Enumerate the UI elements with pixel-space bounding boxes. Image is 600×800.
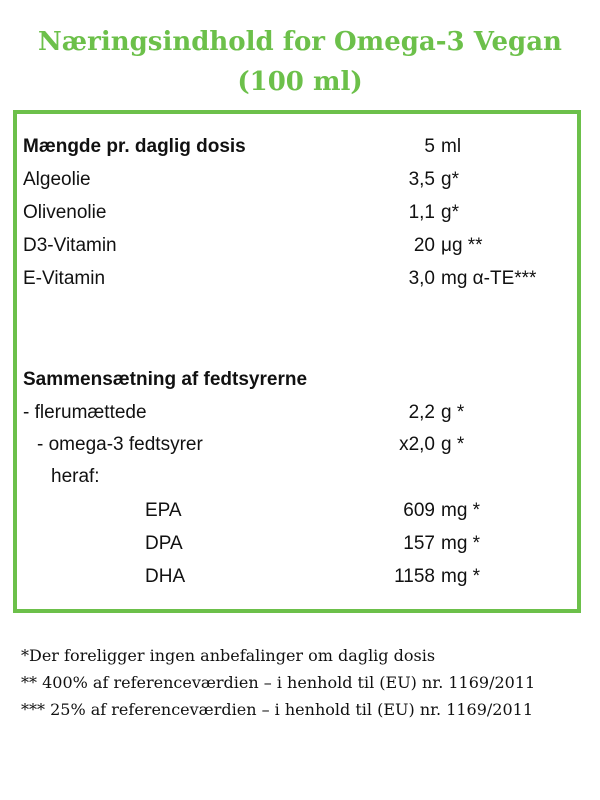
composition-row-epa: [17, 495, 577, 527]
footnotes: [21, 642, 581, 723]
row-value: 2,2: [408, 402, 435, 423]
row-unit: g *: [441, 434, 465, 455]
dose-row-d3-vitamin: [17, 230, 577, 262]
composition-row-flerumaettede: [17, 397, 577, 429]
row-unit: g *: [441, 402, 465, 423]
row-label: Mængde pr. daglig dosis: [23, 136, 246, 157]
row-unit: g*: [441, 169, 459, 190]
row-unit: mg *: [441, 500, 481, 521]
dose-row-amount: [17, 131, 577, 163]
row-value: 1158: [394, 566, 435, 587]
footnote-1: *Der foreligger ingen anbefalinger om daglig dosis: [21, 646, 436, 665]
composition-row-omega3: [17, 429, 577, 461]
row-value: 20: [413, 235, 435, 256]
section-heading: Sammensætning af fedtsyrerne: [23, 369, 308, 390]
row-label: Algeolie: [23, 169, 91, 190]
composition-row-dpa: [17, 528, 577, 560]
row-unit: μg **: [441, 235, 483, 256]
row-unit: mg α-TE***: [441, 268, 537, 289]
row-label: E-Vitamin: [23, 268, 106, 289]
row-value: 157: [403, 533, 435, 554]
composition-heading: [17, 364, 577, 396]
row-label: EPA: [145, 500, 182, 521]
composition-row-dha: [17, 561, 577, 593]
row-value: 1,1: [408, 202, 435, 223]
row-unit: ml: [441, 136, 462, 157]
title-line-1: Næringsindhold for Omega-3 Vegan: [38, 27, 562, 57]
title-line-2: (100 ml): [237, 67, 363, 97]
footnote-3: *** 25% af referenceværdien – i henhold til (EU) nr. 1169/2011: [21, 700, 534, 719]
row-value: 3,5: [408, 169, 435, 190]
row-label: heraf:: [51, 466, 100, 487]
row-label: DPA: [145, 533, 183, 554]
row-unit: g*: [441, 202, 459, 223]
dose-row-e-vitamin: [17, 263, 577, 295]
dose-row-olivenolie: [17, 197, 577, 229]
row-label: D3-Vitamin: [23, 235, 117, 256]
row-label: Olivenolie: [23, 202, 107, 223]
row-label: - flerumættede: [23, 402, 147, 423]
composition-row-heraf: [17, 461, 577, 493]
dose-row-algeolie: [17, 164, 577, 196]
footnote-2: ** 400% af referenceværdien – i henhold til (EU) nr. 1169/2011: [21, 673, 536, 692]
row-value: 609: [403, 500, 435, 521]
row-label: - omega-3 fedtsyrer: [37, 434, 203, 455]
row-value: x2,0: [399, 434, 435, 455]
row-unit: mg *: [441, 533, 481, 554]
page-title: [0, 22, 600, 102]
row-label: DHA: [145, 566, 186, 587]
row-value: 3,0: [408, 268, 435, 289]
row-value: 5: [424, 136, 435, 157]
row-unit: mg *: [441, 566, 481, 587]
nutrition-table-panel: [13, 110, 581, 613]
